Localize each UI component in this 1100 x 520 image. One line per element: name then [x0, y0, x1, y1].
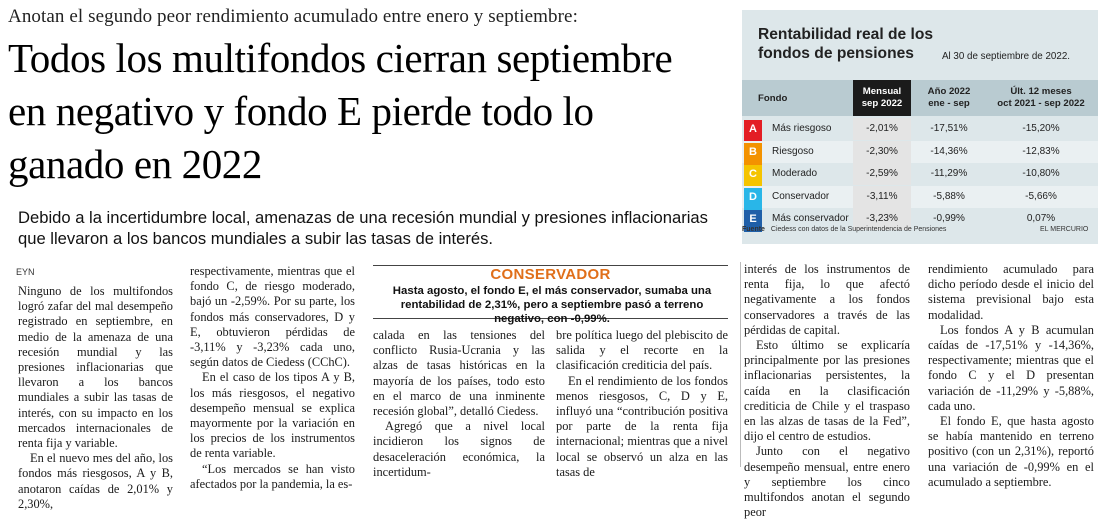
fund-letter-badge: D: [744, 188, 762, 210]
paragraph: Ninguno de los multifondos logró zafar del mal desempeño registrado en septiembre, en medio de la amenaza de una recesión mundial y las presiones inflacionarias que llevaron a los bancos mundiales a subir las tasas de interés, con su impacto en los mercados internacionales de renta fija y variable.: [18, 284, 173, 451]
source-label: Fuente: [742, 226, 765, 233]
fund-letter-badge: A: [744, 120, 762, 142]
paragraph: Agregó que a nivel local incidieron los signos de desaceleración económica, la incertidum-: [373, 419, 545, 479]
headline: Todos los multifondos cierran septiembre en negativo y fondo E pierde todo lo ganado en 2022: [8, 35, 673, 187]
header-anio: [914, 86, 984, 110]
column-1: [18, 284, 173, 512]
value-anio: -17,51%: [930, 123, 968, 134]
column-6: [928, 262, 1094, 490]
subhead: Debido a la incertidumbre local, amenazas de una recesión mundial y presiones inflacionarias que llevaron a los bancos mundiales a subir las tasas de interés.: [18, 208, 708, 248]
value-mensual: -3,23%: [853, 208, 911, 230]
value-anio: -5,88%: [933, 190, 965, 202]
value-anio: -11,29%: [930, 168, 968, 180]
value-anio: -14,36%: [930, 145, 968, 157]
table-row: [742, 163, 1098, 185]
header-mensual-2: sep 2022: [861, 98, 903, 109]
column-5: [744, 262, 910, 520]
paragraph: bre política luego del plebiscito de salida y el recorte en la clasificación crediticia del país.: [556, 328, 728, 373]
table-row: [742, 118, 1098, 140]
paragraph: En el caso de los tipos A y B, los más riesgosos, el negativo desempeño mensual se explica mayormente por la variación en los precios de los instrumentos de renta variable.: [190, 370, 355, 461]
table-row: [742, 186, 1098, 208]
fund-letter-badge: B: [744, 143, 762, 165]
paragraph: El fondo E, que hasta agosto se había mantenido en terreno positivo (con un 2,31%), reportó una variación de -0,99% en el acumulado a septiembre.: [928, 414, 1094, 489]
table-source: [742, 226, 946, 233]
callout-title: CONSERVADOR: [490, 266, 611, 283]
credit: EL MERCURIO: [1040, 226, 1089, 233]
column-2: [190, 264, 355, 492]
header-anio-1: Año 2022: [927, 86, 971, 97]
paragraph: interés de los instrumentos de renta fija, lo que afectó negativamente a los fondos conservadores a través de las pérdidas de capital.: [744, 262, 910, 337]
fund-letter-badge: E: [744, 210, 762, 232]
byline: EYN: [16, 267, 35, 277]
header-mensual-1: Mensual: [862, 86, 902, 97]
column-3: [373, 328, 545, 480]
callout-text: Hasta agosto, el fondo E, el más conservador, sumaba una rentabilidad de 2,31%, pero a septiembre pasó a terreno negativo, con -0,99%.: [392, 285, 712, 325]
column-rule: [740, 262, 741, 467]
header-mensual: [853, 80, 911, 116]
value-mensual: -2,59%: [853, 163, 911, 185]
kicker: Anotan el segundo peor rendimiento acumulado entre enero y septiembre:: [8, 6, 578, 27]
value-ult: -10,80%: [1022, 168, 1060, 180]
paragraph: En el nuevo mes del año, los fondos más riesgosos, A y B, anotaron caídas de 2,01% y 2,30%,: [18, 451, 173, 511]
header-ult-1: Últ. 12 meses: [1010, 86, 1072, 97]
paragraph: calada en las tensiones del conflicto Rusia-Ucrania y las alzas de tasas históricas en la mayoría de los países, todo esto en el marco de una inminente recesión global”, detalló Ciedess.: [373, 328, 545, 419]
value-ult: 0,07%: [1026, 213, 1056, 225]
column-4: [556, 328, 728, 480]
header-anio-2: ene - sep: [928, 98, 970, 109]
paragraph: Los fondos A y B acumulan caídas de -17,51% y -14,36%, respectivamente; mientras que el fondo C y el D presentan variación de -11,29% y -5,88%, cada uno.: [928, 322, 1094, 413]
fund-name: Conservador: [772, 190, 830, 202]
paragraph: En el rendimiento de los fondos menos riesgosos, C, D y E, influyó una “contribución positiva por parte de la renta fija internacional; mientras que a nivel local se observó un alza en las tasas de: [556, 373, 728, 479]
fund-name: Más riesgoso: [772, 123, 832, 134]
value-mensual: -2,01%: [853, 118, 911, 140]
value-anio: -0,99%: [933, 213, 965, 225]
value-mensual: -2,30%: [853, 141, 911, 163]
fund-name: Más conservador: [772, 213, 849, 225]
paragraph: Esto último se explicaría principalmente por las presiones inflacionarias persistentes, la caída en la clasificación crediticia de Chile y el traspaso en las alzas de tasas de la Fed”, dijo el centro de estudios.: [744, 338, 910, 444]
value-mensual: -3,11%: [853, 186, 911, 208]
paragraph: Junto con el negativo desempeño mensual, entre enero y septiembre los cinco multifondos anotan el segundo peor: [744, 444, 910, 520]
header-ult: [986, 86, 1096, 110]
header-fondo: Fondo: [758, 93, 788, 104]
table-title: Rentabilidad real de los fondos de pensiones: [758, 26, 934, 62]
table-date: Al 30 de septiembre de 2022.: [942, 51, 1070, 62]
source-text: Ciedess con datos de la Superintendencia de Pensiones: [770, 226, 947, 233]
paragraph: respectivamente, mientras que el fondo C, de riesgo moderado, bajó un -2,59%. Por su parte, los fondos más conservadores, D y E, obtuvieron pérdidas de -3,11% y -3,23% cada uno, según datos de Ciedess (CChC).: [190, 264, 355, 370]
fund-name: Riesgoso: [772, 145, 814, 157]
header-ult-2: oct 2021 - sep 2022: [997, 98, 1085, 109]
paragraph: rendimiento acumulado para dicho período desde el inicio del sistema previsional bajo esta modalidad.: [928, 262, 1094, 322]
value-ult: -5,66%: [1025, 190, 1057, 202]
fund-letter-badge: C: [744, 165, 762, 187]
value-ult: -12,83%: [1022, 145, 1060, 157]
fund-name: Moderado: [772, 168, 818, 180]
value-ult: -15,20%: [1022, 123, 1060, 134]
table-row: [742, 141, 1098, 163]
paragraph: “Los mercados se han visto afectados por la pandemia, la es-: [190, 461, 355, 491]
